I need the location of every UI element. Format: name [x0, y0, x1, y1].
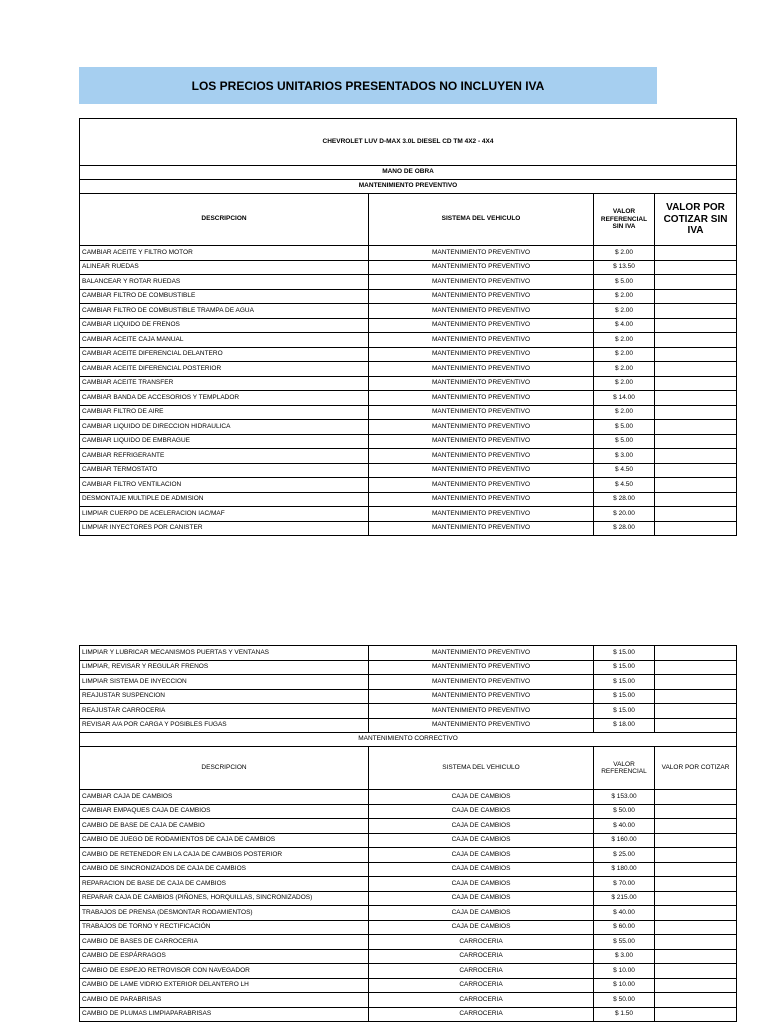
quote-value-cell — [655, 660, 737, 675]
description-header: DESCRIPCION — [80, 747, 369, 790]
system-cell: MANTENIMIENTO PREVENTIVO — [369, 246, 594, 261]
description-cell: CAMBIO DE BASES DE CARROCERIA — [80, 935, 369, 950]
table-row — [80, 1007, 737, 1022]
reference-value-cell: $ 4.50 — [594, 478, 655, 493]
description-cell: CAMBIO DE ESPÁRRAGOS — [80, 949, 369, 964]
quote-value-cell — [655, 304, 737, 319]
table-row — [80, 833, 737, 848]
description-cell: REAJUSTAR CARROCERIA — [80, 704, 369, 719]
reference-value-cell: $ 14.00 — [594, 391, 655, 406]
quote-value-cell — [655, 492, 737, 507]
system-cell: MANTENIMIENTO PREVENTIVO — [369, 347, 594, 362]
reference-value-cell: $ 5.00 — [594, 434, 655, 449]
reference-value-cell: $ 2.00 — [594, 289, 655, 304]
table-row — [80, 318, 737, 333]
system-cell: MANTENIMIENTO PREVENTIVO — [369, 704, 594, 719]
system-cell: MANTENIMIENTO PREVENTIVO — [369, 376, 594, 391]
quote-value-cell — [655, 675, 737, 690]
table-row — [80, 891, 737, 906]
description-cell: CAMBIAR ACEITE DIFERENCIAL DELANTERO — [80, 347, 369, 362]
system-cell: MANTENIMIENTO PREVENTIVO — [369, 333, 594, 348]
description-cell: CAMBIAR TERMOSTATO — [80, 463, 369, 478]
system-cell: MANTENIMIENTO PREVENTIVO — [369, 675, 594, 690]
system-cell: MANTENIMIENTO PREVENTIVO — [369, 449, 594, 464]
table-row — [80, 675, 737, 690]
system-cell: CAJA DE CAMBIOS — [369, 848, 594, 863]
description-cell: LIMPIAR CUERPO DE ACELERACION IAC/MAF — [80, 507, 369, 522]
reference-value-cell: $ 13.50 — [594, 260, 655, 275]
system-cell: CARROCERIA — [369, 993, 594, 1008]
maintenance-table-continued — [79, 645, 737, 1022]
system-cell: CARROCERIA — [369, 949, 594, 964]
quote-value-cell — [655, 949, 737, 964]
quote-value-cell — [655, 362, 737, 377]
description-cell: CAMBIAR FILTRO DE COMBUSTIBLE — [80, 289, 369, 304]
description-cell: CAMBIAR BANDA DE ACCESORIOS Y TEMPLADOR — [80, 391, 369, 406]
description-cell: ALINEAR RUEDAS — [80, 260, 369, 275]
table-row — [80, 434, 737, 449]
reference-value-cell: $ 15.00 — [594, 675, 655, 690]
system-cell: MANTENIMIENTO PREVENTIVO — [369, 304, 594, 319]
system-cell: MANTENIMIENTO PREVENTIVO — [369, 507, 594, 522]
quote-value-cell — [655, 862, 737, 877]
description-cell: REPARAR CAJA DE CAMBIOS (PIÑONES, HORQUILLAS, SINCRONIZADOS) — [80, 891, 369, 906]
description-cell: DESMONTAJE MULTIPLE DE ADMISION — [80, 492, 369, 507]
quote-value-cell — [655, 246, 737, 261]
preventive-maintenance-table — [79, 118, 737, 536]
system-cell: CARROCERIA — [369, 1007, 594, 1022]
description-cell: BALANCEAR Y ROTAR RUEDAS — [80, 275, 369, 290]
system-cell: MANTENIMIENTO PREVENTIVO — [369, 318, 594, 333]
quote-value-cell — [655, 333, 737, 348]
system-cell: CARROCERIA — [369, 964, 594, 979]
system-cell: MANTENIMIENTO PREVENTIVO — [369, 492, 594, 507]
table-row — [80, 660, 737, 675]
description-cell: CAMBIAR FILTRO DE AIRE — [80, 405, 369, 420]
reference-value-cell: $ 25.00 — [594, 848, 655, 863]
quote-value-cell — [655, 689, 737, 704]
table-row — [80, 848, 737, 863]
quote-value-cell — [655, 646, 737, 661]
table-row — [80, 790, 737, 805]
description-cell: CAMBIO DE PARABRISAS — [80, 993, 369, 1008]
table-row — [80, 978, 737, 993]
reference-value-cell: $ 15.00 — [594, 689, 655, 704]
table-row — [80, 347, 737, 362]
description-cell: CAMBIAR FILTRO DE COMBUSTIBLE TRAMPA DE AGUA — [80, 304, 369, 319]
table-row — [80, 405, 737, 420]
reference-value-cell: $ 50.00 — [594, 804, 655, 819]
quote-value-cell — [655, 704, 737, 719]
table-row — [80, 718, 737, 733]
quote-value-cell — [655, 906, 737, 921]
system-cell: MANTENIMIENTO PREVENTIVO — [369, 718, 594, 733]
description-cell: CAMBIAR REFRIGERANTE — [80, 449, 369, 464]
system-cell: MANTENIMIENTO PREVENTIVO — [369, 660, 594, 675]
quote-value-cell — [655, 920, 737, 935]
quote-value-header: VALOR POR COTIZAR — [655, 747, 737, 790]
reference-value-cell: $ 2.00 — [594, 333, 655, 348]
quote-value-cell — [655, 891, 737, 906]
table-row — [80, 862, 737, 877]
table-row — [80, 304, 737, 319]
quote-value-cell — [655, 391, 737, 406]
table-row — [80, 260, 737, 275]
description-cell: CAMBIAR ACEITE DIFERENCIAL POSTERIOR — [80, 362, 369, 377]
quote-value-cell — [655, 420, 737, 435]
table-row — [80, 949, 737, 964]
system-cell: CAJA DE CAMBIOS — [369, 877, 594, 892]
table-row — [80, 333, 737, 348]
reference-value-cell: $ 5.00 — [594, 420, 655, 435]
system-cell: MANTENIMIENTO PREVENTIVO — [369, 434, 594, 449]
description-cell: LIMPIAR INYECTORES POR CANISTER — [80, 521, 369, 536]
quote-value-cell — [655, 993, 737, 1008]
description-cell: CAMBIAR LIQUIDO DE DIRECCION HIDRAULICA — [80, 420, 369, 435]
reference-value-cell: $ 40.00 — [594, 819, 655, 834]
reference-value-cell: $ 40.00 — [594, 906, 655, 921]
description-cell: CAMBIAR ACEITE CAJA MANUAL — [80, 333, 369, 348]
reference-value-cell: $ 4.00 — [594, 318, 655, 333]
table-row — [80, 920, 737, 935]
description-header: DESCRIPCION — [80, 194, 369, 246]
table-row — [80, 289, 737, 304]
system-cell: MANTENIMIENTO PREVENTIVO — [369, 391, 594, 406]
table-row — [80, 704, 737, 719]
quote-value-cell — [655, 289, 737, 304]
system-cell: CAJA DE CAMBIOS — [369, 833, 594, 848]
system-header: SISTEMA DEL VEHICULO — [369, 747, 594, 790]
system-header: SISTEMA DEL VEHICULO — [369, 194, 594, 246]
table-row — [80, 246, 737, 261]
reference-value-cell: $ 2.00 — [594, 246, 655, 261]
quote-value-cell — [655, 405, 737, 420]
table-row — [80, 906, 737, 921]
preventive-heading: MANTENIMIENTO PREVENTIVO — [80, 180, 737, 194]
system-cell: CAJA DE CAMBIOS — [369, 920, 594, 935]
quote-value-cell — [655, 978, 737, 993]
reference-value-cell: $ 28.00 — [594, 521, 655, 536]
table-row — [80, 449, 737, 464]
reference-value-cell: $ 10.00 — [594, 964, 655, 979]
quote-value-cell — [655, 507, 737, 522]
corrective-heading: MANTENIMIENTO CORRECTIVO — [80, 733, 737, 747]
system-cell: MANTENIMIENTO PREVENTIVO — [369, 275, 594, 290]
table-row — [80, 391, 737, 406]
quote-value-cell — [655, 275, 737, 290]
reference-value-cell: $ 15.00 — [594, 704, 655, 719]
system-cell: MANTENIMIENTO PREVENTIVO — [369, 689, 594, 704]
system-cell: CAJA DE CAMBIOS — [369, 790, 594, 805]
system-cell: MANTENIMIENTO PREVENTIVO — [369, 463, 594, 478]
reference-value-cell: $ 10.00 — [594, 978, 655, 993]
table-row — [80, 507, 737, 522]
reference-value-cell: $ 215.00 — [594, 891, 655, 906]
reference-value-cell: $ 70.00 — [594, 877, 655, 892]
system-cell: CARROCERIA — [369, 935, 594, 950]
vehicle-title: CHEVROLET LUV D-MAX 3.0L DIESEL CD TM 4X2 - 4X4 — [80, 119, 737, 166]
system-cell: MANTENIMIENTO PREVENTIVO — [369, 478, 594, 493]
table-row — [80, 275, 737, 290]
reference-value-header: VALOR REFERENCIAL SIN IVA — [594, 194, 655, 246]
reference-value-cell: $ 4.50 — [594, 463, 655, 478]
reference-value-cell: $ 153.00 — [594, 790, 655, 805]
quote-value-cell — [655, 964, 737, 979]
table-row — [80, 521, 737, 536]
table-row — [80, 420, 737, 435]
description-cell: CAMBIAR FILTRO VENTILACION — [80, 478, 369, 493]
description-cell: CAMBIAR ACEITE Y FILTRO MOTOR — [80, 246, 369, 261]
reference-value-cell: $ 60.00 — [594, 920, 655, 935]
description-cell: CAMBIO DE PLUMAS LIMPIAPARABRISAS — [80, 1007, 369, 1022]
reference-value-cell: $ 55.00 — [594, 935, 655, 950]
reference-value-cell: $ 15.00 — [594, 646, 655, 661]
description-cell: CAMBIAR LIQUIDO DE EMBRAGUE — [80, 434, 369, 449]
table-row — [80, 478, 737, 493]
quote-value-cell — [655, 376, 737, 391]
description-cell: CAMBIO DE JUEGO DE RODAMIENTOS DE CAJA DE CAMBIOS — [80, 833, 369, 848]
description-cell: REAJUSTAR SUSPENCION — [80, 689, 369, 704]
system-cell: MANTENIMIENTO PREVENTIVO — [369, 420, 594, 435]
reference-value-cell: $ 20.00 — [594, 507, 655, 522]
description-cell: TRABAJOS DE PRENSA (DESMONTAR RODAMIENTOS) — [80, 906, 369, 921]
description-cell: CAMBIO DE SINCRONIZADOS DE CAJA DE CAMBIOS — [80, 862, 369, 877]
system-cell: CAJA DE CAMBIOS — [369, 891, 594, 906]
quote-value-cell — [655, 804, 737, 819]
quote-value-cell — [655, 833, 737, 848]
system-cell: CAJA DE CAMBIOS — [369, 862, 594, 877]
iva-notice-banner: LOS PRECIOS UNITARIOS PRESENTADOS NO INCLUYEN IVA — [79, 67, 657, 104]
table-row — [80, 376, 737, 391]
quote-value-cell — [655, 1007, 737, 1022]
quote-value-cell — [655, 790, 737, 805]
quote-value-cell — [655, 935, 737, 950]
quote-value-cell — [655, 521, 737, 536]
description-cell: CAMBIAR EMPAQUES CAJA DE CAMBIOS — [80, 804, 369, 819]
system-cell: CAJA DE CAMBIOS — [369, 819, 594, 834]
description-cell: CAMBIO DE BASE DE CAJA DE CAMBIO — [80, 819, 369, 834]
table-row — [80, 492, 737, 507]
system-cell: MANTENIMIENTO PREVENTIVO — [369, 405, 594, 420]
reference-value-cell: $ 3.00 — [594, 949, 655, 964]
system-cell: CAJA DE CAMBIOS — [369, 804, 594, 819]
reference-value-cell: $ 160.00 — [594, 833, 655, 848]
description-cell: TRABAJOS DE TORNO Y RECTIFICACIÓN — [80, 920, 369, 935]
table-row — [80, 362, 737, 377]
description-cell: CAMBIAR CAJA DE CAMBIOS — [80, 790, 369, 805]
table-row — [80, 689, 737, 704]
reference-value-cell: $ 2.00 — [594, 347, 655, 362]
description-cell: LIMPIAR Y LUBRICAR MECANISMOS PUERTAS Y VENTANAS — [80, 646, 369, 661]
description-cell: CAMBIO DE LAME VIDRIO EXTERIOR DELANTERO LH — [80, 978, 369, 993]
table-row — [80, 819, 737, 834]
table-row — [80, 964, 737, 979]
reference-value-cell: $ 15.00 — [594, 660, 655, 675]
reference-value-cell: $ 5.00 — [594, 275, 655, 290]
reference-value-cell: $ 1.50 — [594, 1007, 655, 1022]
system-cell: MANTENIMIENTO PREVENTIVO — [369, 362, 594, 377]
description-cell: CAMBIAR ACEITE TRANSFER — [80, 376, 369, 391]
quote-value-cell — [655, 819, 737, 834]
reference-value-cell: $ 2.00 — [594, 405, 655, 420]
reference-value-cell: $ 2.00 — [594, 376, 655, 391]
description-cell: CAMBIO DE ESPEJO RETROVISOR CON NAVEGADOR — [80, 964, 369, 979]
description-cell: CAMBIO DE RETENEDOR EN LA CAJA DE CAMBIOS POSTERIOR — [80, 848, 369, 863]
description-cell: CAMBIAR LIQUIDO DE FRENOS — [80, 318, 369, 333]
reference-value-cell: $ 2.00 — [594, 304, 655, 319]
quote-value-cell — [655, 463, 737, 478]
reference-value-cell: $ 50.00 — [594, 993, 655, 1008]
reference-value-cell: $ 2.00 — [594, 362, 655, 377]
description-cell: LIMPIAR, REVISAR Y REGULAR FRENOS — [80, 660, 369, 675]
table-row — [80, 877, 737, 892]
system-cell: MANTENIMIENTO PREVENTIVO — [369, 646, 594, 661]
quote-value-cell — [655, 318, 737, 333]
reference-value-cell: $ 28.00 — [594, 492, 655, 507]
reference-value-header: VALOR REFERENCIAL — [594, 747, 655, 790]
quote-value-cell — [655, 877, 737, 892]
labor-heading: MANO DE OBRA — [80, 166, 737, 180]
quote-value-cell — [655, 449, 737, 464]
system-cell: MANTENIMIENTO PREVENTIVO — [369, 289, 594, 304]
system-cell: MANTENIMIENTO PREVENTIVO — [369, 521, 594, 536]
table-row — [80, 804, 737, 819]
reference-value-cell: $ 3.00 — [594, 449, 655, 464]
quote-value-cell — [655, 718, 737, 733]
description-cell: REPARACION DE BASE DE CAJA DE CAMBIOS — [80, 877, 369, 892]
reference-value-cell: $ 18.00 — [594, 718, 655, 733]
table-row — [80, 993, 737, 1008]
quote-value-cell — [655, 347, 737, 362]
quote-value-header: VALOR POR COTIZAR SIN IVA — [655, 194, 737, 246]
system-cell: MANTENIMIENTO PREVENTIVO — [369, 260, 594, 275]
system-cell: CARROCERIA — [369, 978, 594, 993]
table-row — [80, 646, 737, 661]
quote-value-cell — [655, 260, 737, 275]
table-row — [80, 935, 737, 950]
reference-value-cell: $ 180.00 — [594, 862, 655, 877]
system-cell: CAJA DE CAMBIOS — [369, 906, 594, 921]
description-cell: REVISAR A/A POR CARGA Y POSIBLES FUGAS — [80, 718, 369, 733]
description-cell: LIMPIAR SISTEMA DE INYECCION — [80, 675, 369, 690]
quote-value-cell — [655, 434, 737, 449]
quote-value-cell — [655, 848, 737, 863]
table-row — [80, 463, 737, 478]
quote-value-cell — [655, 478, 737, 493]
